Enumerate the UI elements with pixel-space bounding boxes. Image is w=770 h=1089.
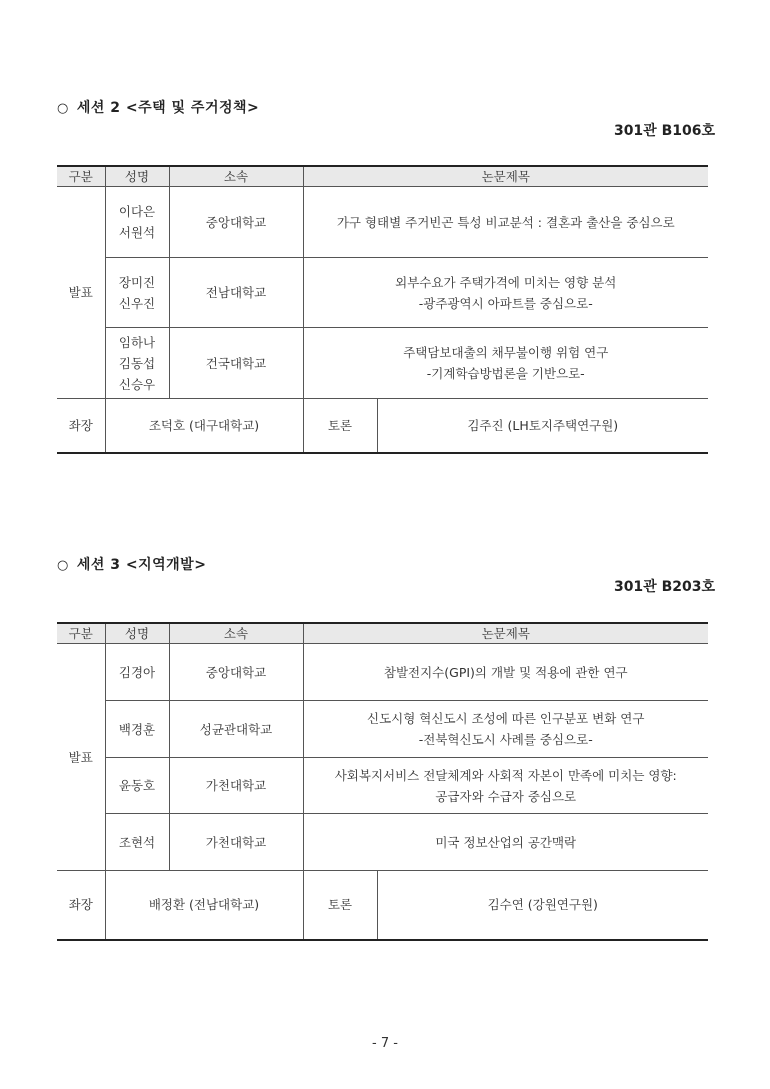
session-2-room: 301관 B106호 [613, 123, 715, 139]
presenter-affiliation: 중앙대학교 [169, 187, 303, 258]
table-header-row [57, 166, 708, 187]
discussant-name: 김수연 (강원연구원) [377, 871, 708, 940]
header-paper-title: 논문제목 [303, 166, 708, 187]
paper-title: 사회복지서비스 전달체계와 사회적 자본이 만족에 미치는 영향: 공급자와 수급자 중심으로 [303, 758, 708, 814]
presentation-label: 발표 [57, 187, 105, 399]
chair-name: 배정환 (전남대학교) [105, 871, 303, 940]
table-row [57, 328, 708, 399]
presenter-affiliation: 건국대학교 [169, 328, 303, 399]
table-header-row [57, 623, 708, 644]
presenter-names: 임하나 김동섭 신승우 [105, 328, 169, 399]
presenter-affiliation: 가천대학교 [169, 758, 303, 814]
presenter-affiliation: 성균관대학교 [169, 701, 303, 758]
circle-bullet-icon: ○ [57, 101, 69, 116]
discussant-label: 토론 [303, 399, 377, 453]
table-row [57, 814, 708, 871]
presenter-names: 조현석 [105, 814, 169, 871]
chair-label: 좌장 [57, 399, 105, 453]
presenter-names: 김경아 [105, 644, 169, 701]
paper-title: 외부수요가 주택가격에 미치는 영향 분석 -광주광역시 아파트를 중심으로- [303, 258, 708, 328]
presenter-names: 이다은 서원석 [105, 187, 169, 258]
table-row [57, 258, 708, 328]
discussant-label: 토론 [303, 871, 377, 940]
header-affiliation: 소속 [169, 166, 303, 187]
chair-name: 조덕호 (대구대학교) [105, 399, 303, 453]
session-2-title: ○ 세션 2 <주택 및 주거정책> [57, 100, 260, 116]
paper-title: 미국 정보산업의 공간맥락 [303, 814, 708, 871]
table-row [57, 701, 708, 758]
presentation-label: 발표 [57, 644, 105, 871]
table-row [57, 187, 708, 258]
header-paper-title: 논문제목 [303, 623, 708, 644]
presenter-names: 백경훈 [105, 701, 169, 758]
session-3-table [57, 622, 708, 941]
presenter-affiliation: 중앙대학교 [169, 644, 303, 701]
header-category: 구분 [57, 166, 105, 187]
paper-title: 가구 형태별 주거빈곤 특성 비교분석 : 결혼과 출산을 중심으로 [303, 187, 708, 258]
chair-discussant-row [57, 871, 708, 940]
page-number: - 7 - [372, 1036, 398, 1051]
presenter-names: 윤동호 [105, 758, 169, 814]
paper-title: 참발전지수(GPI)의 개발 및 적용에 관한 연구 [303, 644, 708, 701]
table-row [57, 644, 708, 701]
session-3-title: ○ 세션 3 <지역개발> [57, 557, 207, 573]
presenter-affiliation: 전남대학교 [169, 258, 303, 328]
chair-label: 좌장 [57, 871, 105, 940]
paper-title: 신도시형 혁신도시 조성에 따른 인구분포 변화 연구 -전북혁신도시 사례를 중심으로- [303, 701, 708, 758]
discussant-name: 김주진 (LH토지주택연구원) [377, 399, 708, 453]
paper-title: 주택담보대출의 채무불이행 위험 연구 -기계학습방법론을 기반으로- [303, 328, 708, 399]
table-row [57, 758, 708, 814]
presenter-affiliation: 가천대학교 [169, 814, 303, 871]
chair-discussant-row [57, 399, 708, 453]
session-2-table [57, 165, 708, 454]
header-affiliation: 소속 [169, 623, 303, 644]
header-name: 성명 [105, 623, 169, 644]
session-3-room: 301관 B203호 [613, 579, 715, 595]
header-category: 구분 [57, 623, 105, 644]
header-name: 성명 [105, 166, 169, 187]
presenter-names: 장미진 신우진 [105, 258, 169, 328]
circle-bullet-icon: ○ [57, 558, 69, 573]
